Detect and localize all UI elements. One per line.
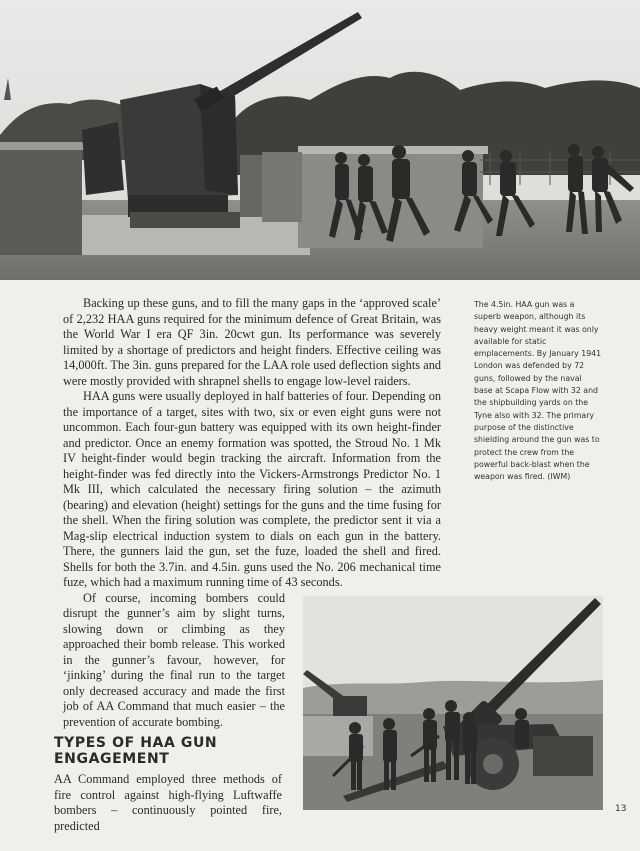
photo-field-gun bbox=[303, 596, 603, 810]
photo-bottom-gun-crew bbox=[303, 596, 603, 810]
body-paragraph: Backing up these guns, and to fill the many gaps in the ‘approved scale’ of 2,232 HAA guns required for the minimum defence of Great Britain, was the World War I era QF 3in. 20cwt gun. Its performance was severely limited by a shortage of predictors and height finders. Effective ceiling was 14,000ft. The 3in. guns prepared for the LAA role used deflection sights and were mostly provided with shrapnel shells to engage low-level raiders. bbox=[63, 296, 441, 388]
section-paragraph: AA Command employed three methods of fire control against high-flying Luftwaffe bombers – continuously pointed fire, predicted bbox=[54, 772, 282, 833]
section-heading: TYPES OF HAA GUN ENGAGEMENT bbox=[54, 735, 218, 767]
photo-gun-emplacement bbox=[0, 0, 640, 282]
caption-text: The 4.5in. HAA gun was a superb weapon, although its heavy weight meant it was only available for static emplacements. By January 1941 London was defended by 72 guns, followed by the naval base at Scapa Flow with 32 and the shipbuilding yards on the Tyne also with 32. The primary purpose of the distinctive shielding around the gun was to protect the crew from the powerful back-blast when the weapon was fired. (IWM) bbox=[474, 300, 602, 482]
section-text bbox=[54, 772, 282, 834]
photo-caption bbox=[474, 299, 602, 483]
body-paragraph: HAA guns were usually deployed in half batteries of four. Depending on the importance of a target, sites with two, six or even eight guns were not uncommon. Each four-gun battery was equipped with its own height-finder and predictor. Once an enemy formation was spotted, the Stroud No. 1 Mk IV height-finder would begin tracking the aircraft. Information from the height-finder was fed directly into the Vickers-Armstrongs Predictor No. 1 Mk III, which calculated the necessary firing solution – the azimuth (bearing) and elevation (height) settings for the guns and the time fusing for the shell. When the firing solution was complete, the predictor sent it via a Mag-slip electrical induction system to dials on each gun in the battery. There, the gunners laid the gun, set the fuze, loaded the shell and fired. Shells for both the 3.7in. and 4.5in. guns used the No. 206 mechanical time fuze, which had a maximum running time of 43 seconds. bbox=[63, 389, 441, 589]
body-paragraph: Of course, incoming bombers could disrupt the gunner’s aim by slight turns, slowing down or climbing as they approached their bomb release. This worked in the gunner’s favour, however, for ‘jinking’ during the final run to the target only decreased accuracy and made the first job of AA Command that much easier – the prevention of accurate bombing. bbox=[63, 590, 285, 729]
page-number: 13 bbox=[615, 804, 627, 814]
photo-top-hqa-gun bbox=[0, 0, 640, 282]
